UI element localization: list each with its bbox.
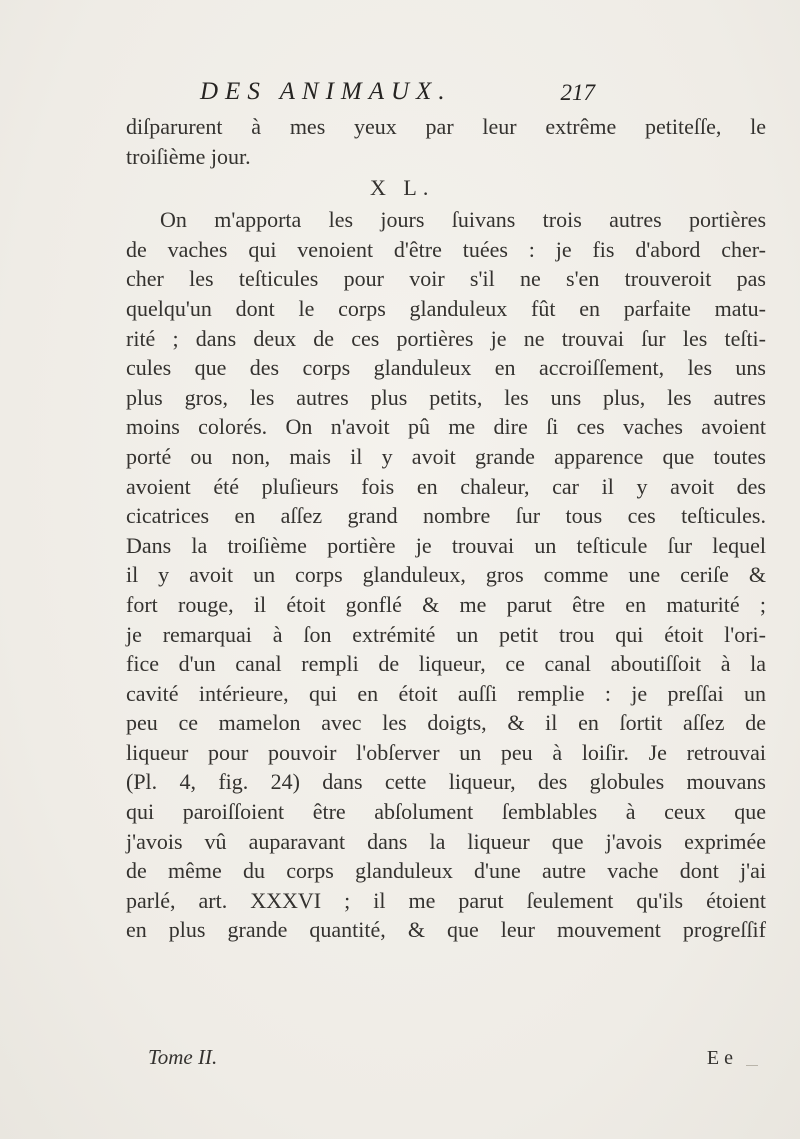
text-line: Dans la troiſième portière je trouvai un teſticule ſur lequel	[126, 532, 766, 558]
text-line: j'avois vû auparavant dans la liqueur que j'avois exprimée	[126, 828, 766, 854]
text-line: plus gros, les autres plus petits, les uns plus, les autres	[126, 384, 766, 410]
body-text	[126, 112, 766, 945]
text-line: cules que des corps glanduleux en accroiſſement, les uns	[126, 355, 766, 381]
text-line: moins colorés. On n'avoit pû me dire ſi ces vaches avoient	[126, 414, 766, 440]
text-line: (Pl. 4, fig. 24) dans cette liqueur, des globules mouvans	[126, 769, 766, 795]
text-line: rité ; dans deux de ces portières je ne trouvai ſur les teſti-	[126, 325, 766, 351]
text-line: fice d'un canal rempli de liqueur, ce canal aboutiſſoit à la	[126, 651, 766, 677]
text-line: quelqu'un dont le corps glanduleux fût en parfaite matu-	[126, 295, 766, 321]
text-line: avoient été pluſieurs fois en chaleur, car il y avoit des	[126, 473, 766, 499]
text-line: porté ou non, mais il y avoit grande apparence que toutes	[126, 443, 766, 469]
paper-mark	[746, 1065, 758, 1066]
volume-label: Tome II.	[148, 1045, 218, 1069]
text-line: cher les teſticules pour voir s'il ne s'en trouveroit pas	[126, 266, 766, 292]
page-number: 217	[560, 80, 595, 105]
text-line: parlé, art. XXXVI ; il me parut ſeulement qu'ils étoient	[126, 887, 766, 913]
text-line: liqueur pour pouvoir l'obſerver un peu à loiſir. Je retrouvai	[126, 739, 766, 765]
section-heading: X L.	[370, 175, 435, 201]
signature-mark: E e	[706, 1047, 733, 1069]
text-line: de vaches qui venoient d'être tuées : je fis d'abord cher-	[126, 236, 766, 262]
text-line: diſparurent à mes yeux par leur extrême petiteſſe, le	[126, 114, 766, 139]
text-line: On m'apporta les jours ſuivans trois autres portières	[160, 207, 766, 233]
text-line: cicatrices en aſſez grand nombre ſur tous ces teſticules.	[126, 503, 766, 529]
text-line: fort rouge, il étoit gonflé & me parut être en maturité ;	[126, 591, 766, 617]
text-line: de même du corps glanduleux d'une autre vache dont j'ai	[126, 858, 766, 884]
page-header	[200, 78, 595, 110]
text-line: il y avoit un corps glanduleux, gros comme une ceriſe &	[126, 562, 766, 588]
text-line: cavité intérieure, qui en étoit auſſi remplie : je preſſai un	[126, 680, 766, 706]
page-footer	[148, 1045, 733, 1069]
running-title: DES ANIMAUX.	[200, 78, 452, 105]
text-line: troiſième jour.	[126, 143, 251, 169]
text-line: je remarquai à ſon extrémité un petit trou qui étoit l'ori-	[126, 621, 766, 647]
text-line: peu ce mamelon avec les doigts, & il en ſortit aſſez de	[126, 710, 766, 736]
text-line: qui paroiſſoient être abſolument ſemblables à ceux que	[126, 799, 766, 825]
text-line: en plus grande quantité, & que leur mouvement progreſſif	[126, 917, 766, 943]
